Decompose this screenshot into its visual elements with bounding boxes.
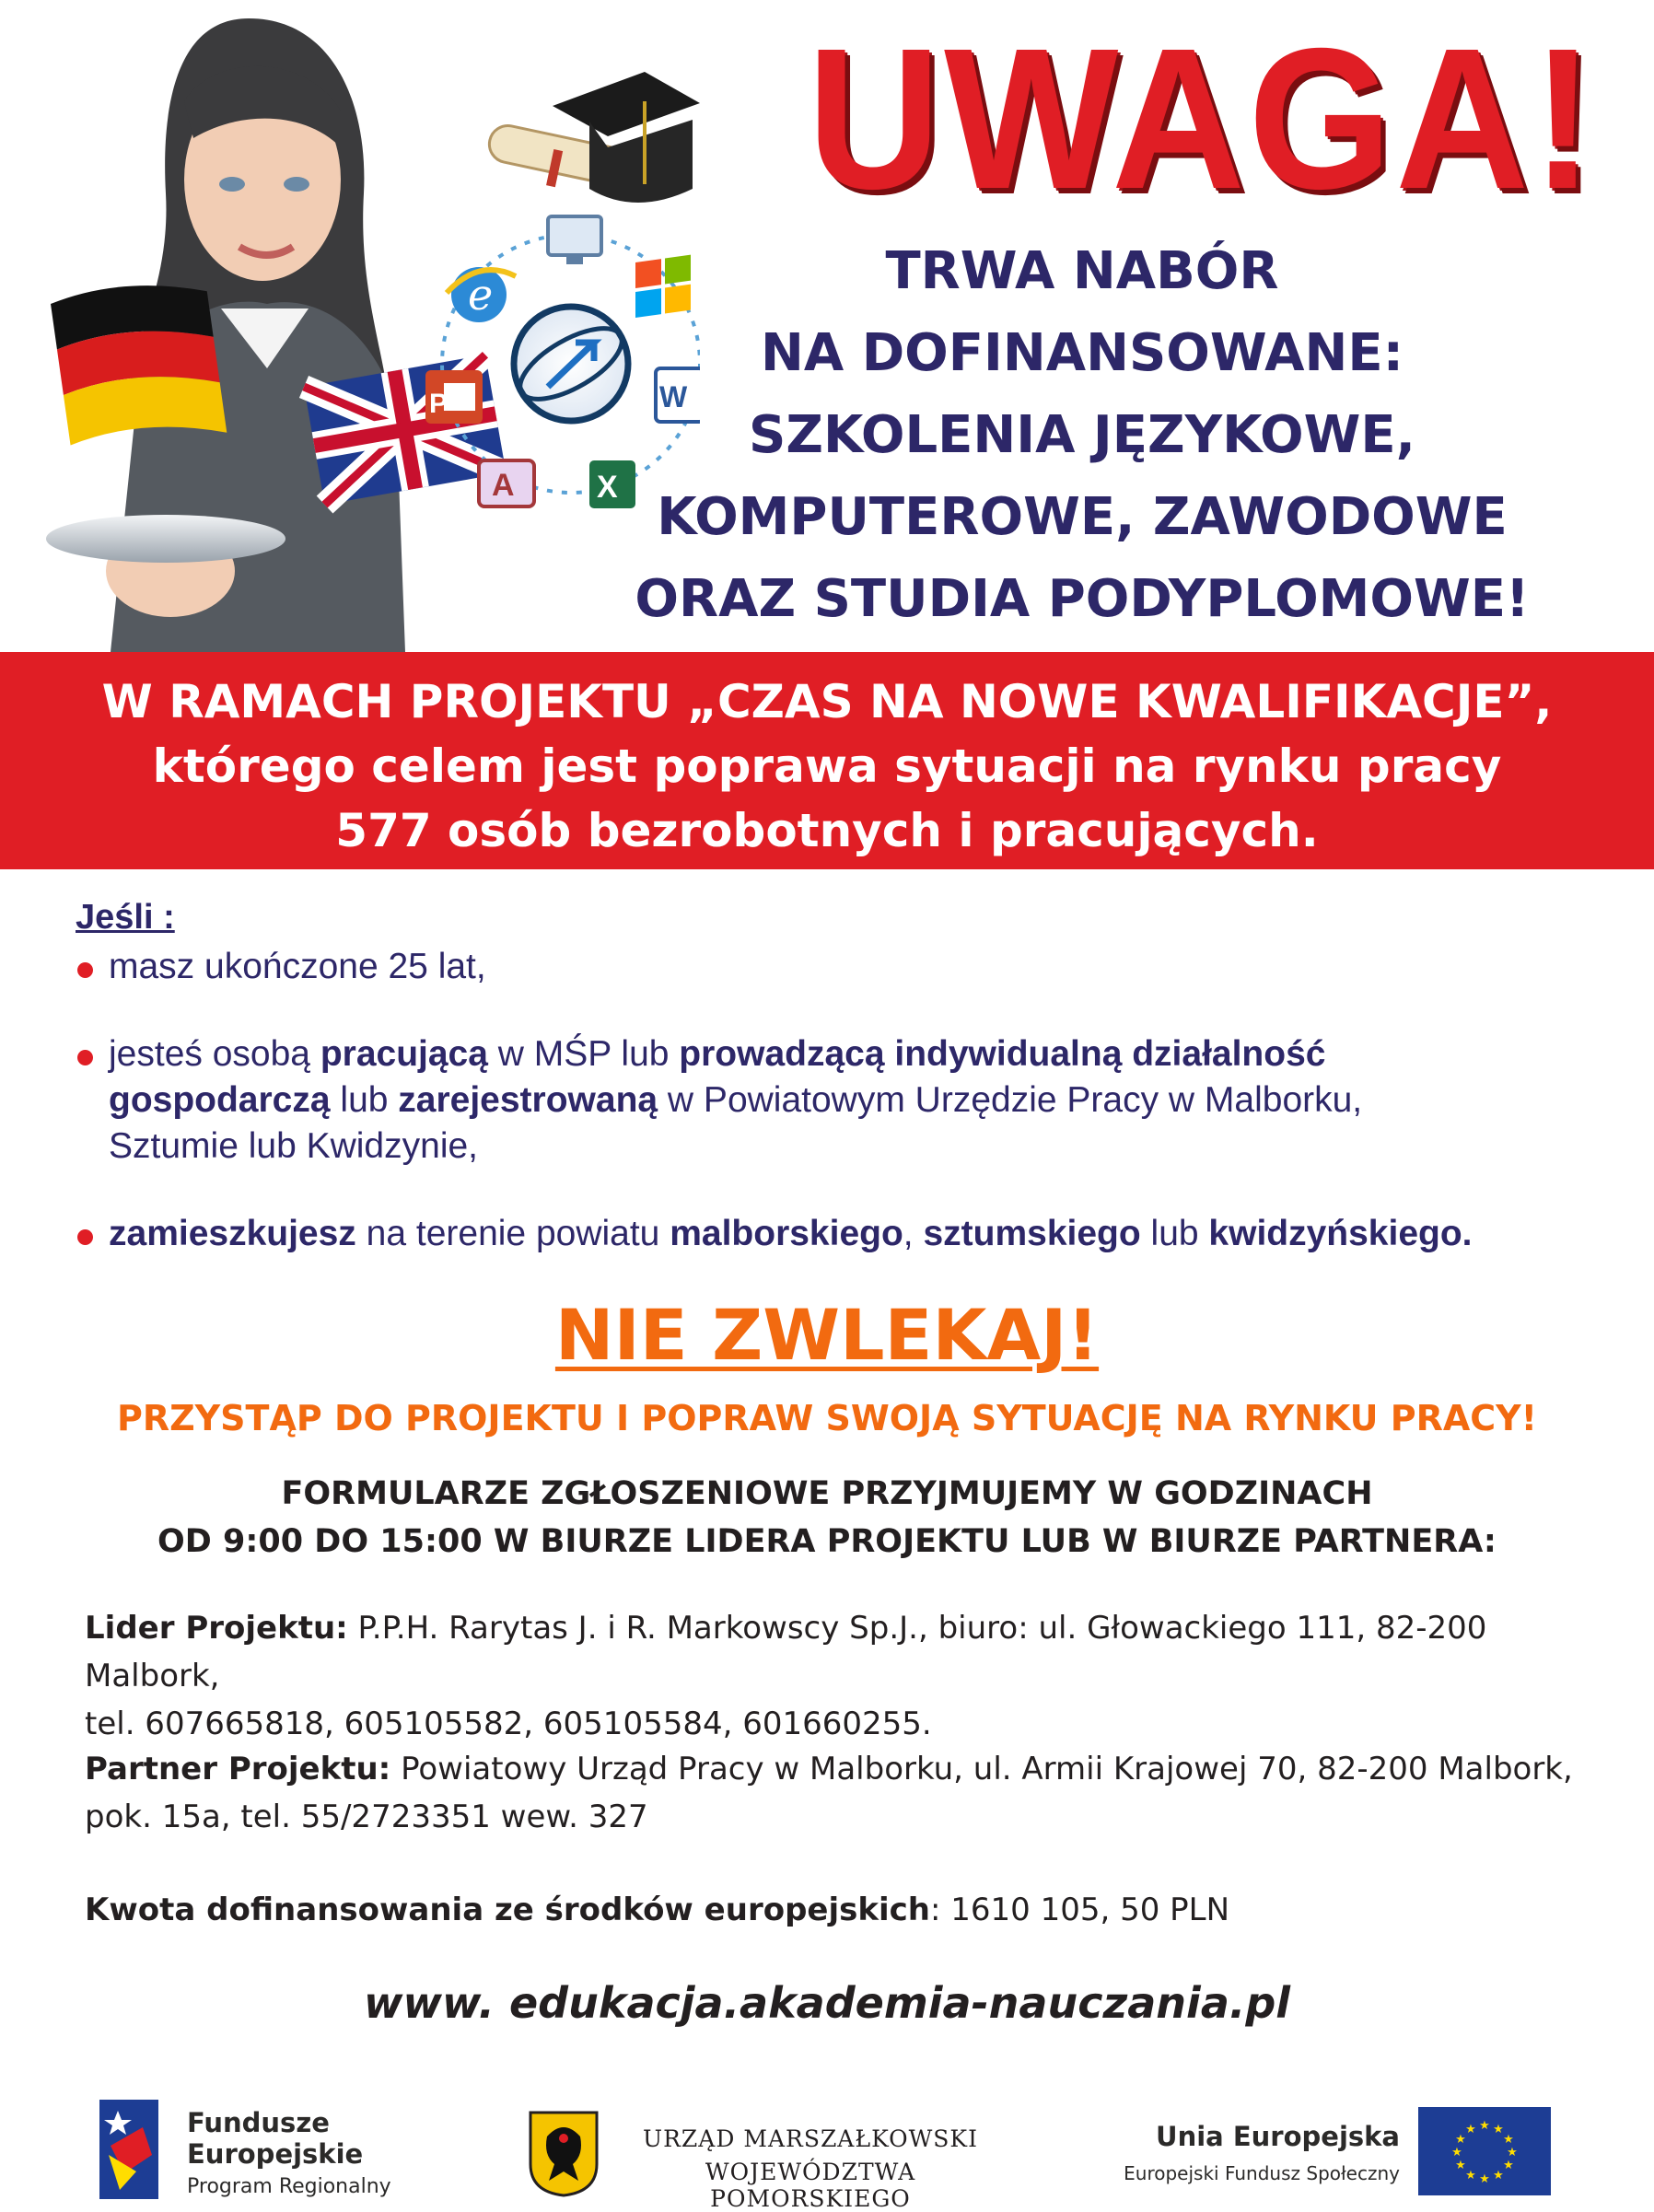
recruitment-subheadline xyxy=(516,230,1648,640)
fe-logo-text-line2: Europejskie xyxy=(187,2138,364,2170)
svg-text:W: W xyxy=(659,380,688,413)
funding-label: Kwota dofinansowania ze środków europejskich xyxy=(85,1892,930,1928)
fe-logo-subtitle: Program Regionalny xyxy=(187,2175,391,2198)
internet-explorer-icon xyxy=(447,267,516,322)
banner-line-project-name: W RAMACH PROJEKTU „CZAS NA NOWE KWALIFIKACJE”, xyxy=(101,675,1553,728)
conditions-heading: Jeśli : xyxy=(76,898,175,937)
svg-text:X: X xyxy=(597,470,618,505)
svg-text:★: ★ xyxy=(1503,2133,1514,2147)
svg-text:★: ★ xyxy=(1503,2159,1514,2172)
graduation-cap-icon xyxy=(553,72,700,203)
svg-text:★: ★ xyxy=(1479,2119,1490,2133)
svg-text:★: ★ xyxy=(1493,2123,1504,2136)
eu-flag-icon xyxy=(1418,2107,1551,2195)
funding-value: : 1610 105, 50 PLN xyxy=(929,1892,1230,1928)
pomorskie-coat-of-arms-icon xyxy=(527,2109,600,2197)
svg-text:★: ★ xyxy=(1465,2123,1476,2136)
um-logo-text-line2: WOJEWÓDZTWA POMORSKIEGO xyxy=(705,2159,916,2212)
svg-text:e: e xyxy=(468,270,494,320)
leader-label: Lider Projektu: xyxy=(85,1610,348,1647)
um-logo-text-line1: URZĄD MARSZAŁKOWSKI xyxy=(643,2125,978,2152)
call-to-action: NIE ZWLEKAJ! xyxy=(554,1294,1100,1376)
call-to-action-subtitle: PRZYSTĄP DO PROJEKTU I POPRAW SWOJĄ SYTUACJĘ NA RYNKU PRACY! xyxy=(116,1398,1538,1438)
forms-line: OD 9:00 DO 15:00 W BIURZE LIDERA PROJEKTU LUB W BIURZE PARTNERA: xyxy=(157,1523,1497,1560)
svg-text:★: ★ xyxy=(1455,2159,1466,2172)
fe-logo-text-line1: Fundusze xyxy=(187,2107,330,2138)
banner-line-participants: 577 osób bezrobotnych i pracujących. xyxy=(335,804,1319,857)
forms-hours-notice xyxy=(0,1470,1654,1566)
banner-line-goal: którego celem jest poprawa sytuacji na rynku pracy xyxy=(152,739,1502,793)
condition-text: masz ukończone 25 lat, xyxy=(109,947,486,986)
ue-logo-text-line1: Unia Europejska xyxy=(1156,2121,1400,2152)
subheadline-line: ORAZ STUDIA PODYPLOMOWE! xyxy=(635,569,1530,629)
subheadline-line: SZKOLENIA JĘZYKOWE, xyxy=(749,405,1415,465)
svg-text:★: ★ xyxy=(1493,2169,1504,2183)
ue-logo-text-line2: Europejski Fundusz Społeczny xyxy=(1124,2162,1400,2184)
svg-text:★: ★ xyxy=(1451,2146,1462,2160)
subheadline-line: NA DOFINANSOWANE: xyxy=(760,323,1404,383)
bullet-dot-icon xyxy=(77,962,93,978)
svg-text:P: P xyxy=(429,389,448,419)
subheadline-line: KOMPUTEROWE, ZAWODOWE xyxy=(657,487,1508,547)
website-link[interactable]: www. edukacja.akademia-nauczania.pl xyxy=(363,1978,1291,2028)
bullet-dot-icon xyxy=(77,1229,93,1245)
forms-line: FORMULARZE ZGŁOSZENIOWE PRZYJMUJEMY W GODZINACH xyxy=(281,1475,1373,1512)
svg-text:★: ★ xyxy=(1479,2172,1490,2186)
tray xyxy=(46,515,285,563)
svg-text:A: A xyxy=(492,468,515,503)
svg-text:★: ★ xyxy=(1465,2169,1476,2183)
project-partner-info: Partner Projektu: Powiatowy Urząd Pracy w Malborku, ul. Armii Krajowej 70, 82-200 Malbork, pok. 15a, tel. 55/2723351 wew. 327 xyxy=(85,1751,1573,1835)
fundusze-europejskie-logo-icon xyxy=(92,2090,166,2208)
condition-text: jesteś osobą pracującą w MŚP lub prowadzącą indywidualną działalność gospodarczą lub zarejestrowaną w Powiatowym Urzędzie Pracy w Malborku, Sztumie lub Kwidzynie, xyxy=(109,1034,1363,1166)
funding-amount xyxy=(85,1886,1613,1934)
svg-text:★: ★ xyxy=(1455,2133,1466,2147)
powerpoint-icon xyxy=(425,370,483,424)
subheadline-line: TRWA NABÓR xyxy=(885,241,1279,301)
headline-uwaga: UWAGA! xyxy=(807,7,1598,231)
hero-section xyxy=(0,0,1654,652)
condition-text: zamieszkujesz na terenie powiatu malborskiego, sztumskiego lub kwidzyńskiego. xyxy=(109,1214,1473,1253)
german-flag-icon xyxy=(50,274,227,454)
project-leader-info: Lider Projektu: P.P.H. Rarytas J. i R. Markowscy Sp.J., biuro: ul. Głowackiego 111, 82-200 Malbork, tel. 607665818, 605105582, 605105584, 601660255. xyxy=(85,1610,1487,1742)
bullet-dot-icon xyxy=(77,1050,93,1065)
partner-label: Partner Projektu: xyxy=(85,1751,391,1787)
project-banner xyxy=(0,652,1654,869)
svg-text:★: ★ xyxy=(1507,2146,1518,2160)
